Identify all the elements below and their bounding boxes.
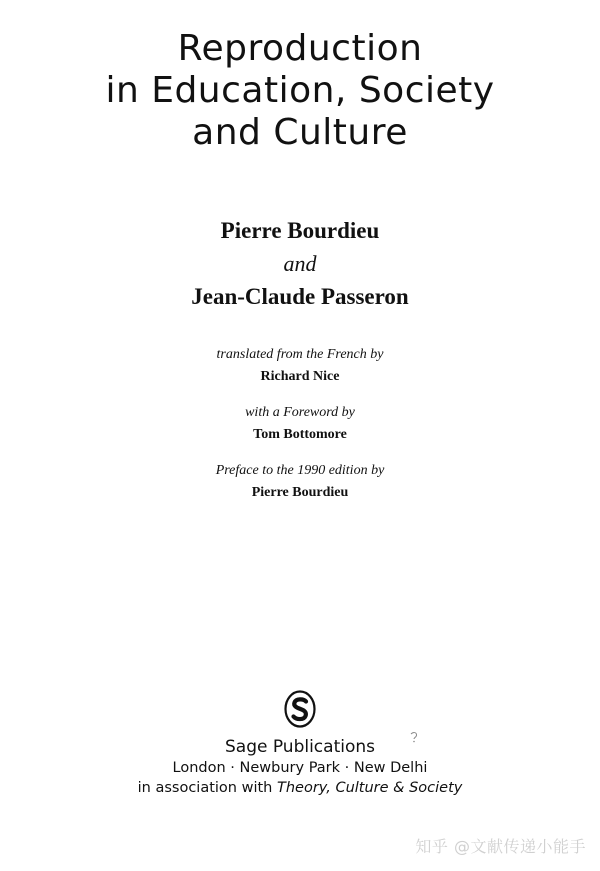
publisher-block bbox=[0, 690, 600, 799]
credit-role: Preface to the 1990 edition by bbox=[215, 463, 385, 478]
book-title bbox=[0, 28, 600, 154]
credit-person: Richard Nice bbox=[260, 369, 340, 384]
association-prefix: in association with bbox=[137, 780, 277, 796]
credit-person: Tom Bottomore bbox=[253, 427, 347, 442]
author-second: Jean-Claude Passeron bbox=[191, 284, 409, 309]
sage-s-logo-icon bbox=[284, 690, 316, 728]
watermark: 知乎 @文献传递小能手 bbox=[415, 837, 586, 856]
author-conjunction: and bbox=[283, 251, 317, 276]
credit-role: translated from the French by bbox=[216, 347, 384, 362]
credit-person: Pierre Bourdieu bbox=[251, 485, 349, 500]
publisher-name: Sage Publications bbox=[224, 737, 375, 757]
publisher-association bbox=[0, 778, 600, 799]
credit-role: with a Foreword by bbox=[245, 405, 355, 420]
credit-preface bbox=[0, 460, 600, 504]
book-title-line-3: and Culture bbox=[192, 112, 408, 153]
book-title-line-1: Reproduction bbox=[177, 28, 423, 69]
authors-block bbox=[0, 214, 600, 314]
credit-translator bbox=[0, 344, 600, 388]
credits-block bbox=[0, 344, 600, 518]
publisher-cities: London · Newbury Park · New Delhi bbox=[172, 760, 428, 776]
credit-foreword bbox=[0, 402, 600, 446]
scan-artifact-mark bbox=[409, 731, 419, 743]
author-first: Pierre Bourdieu bbox=[220, 218, 380, 243]
book-title-line-2: in Education, Society bbox=[105, 70, 495, 111]
association-series: Theory, Culture & Society bbox=[276, 780, 463, 796]
